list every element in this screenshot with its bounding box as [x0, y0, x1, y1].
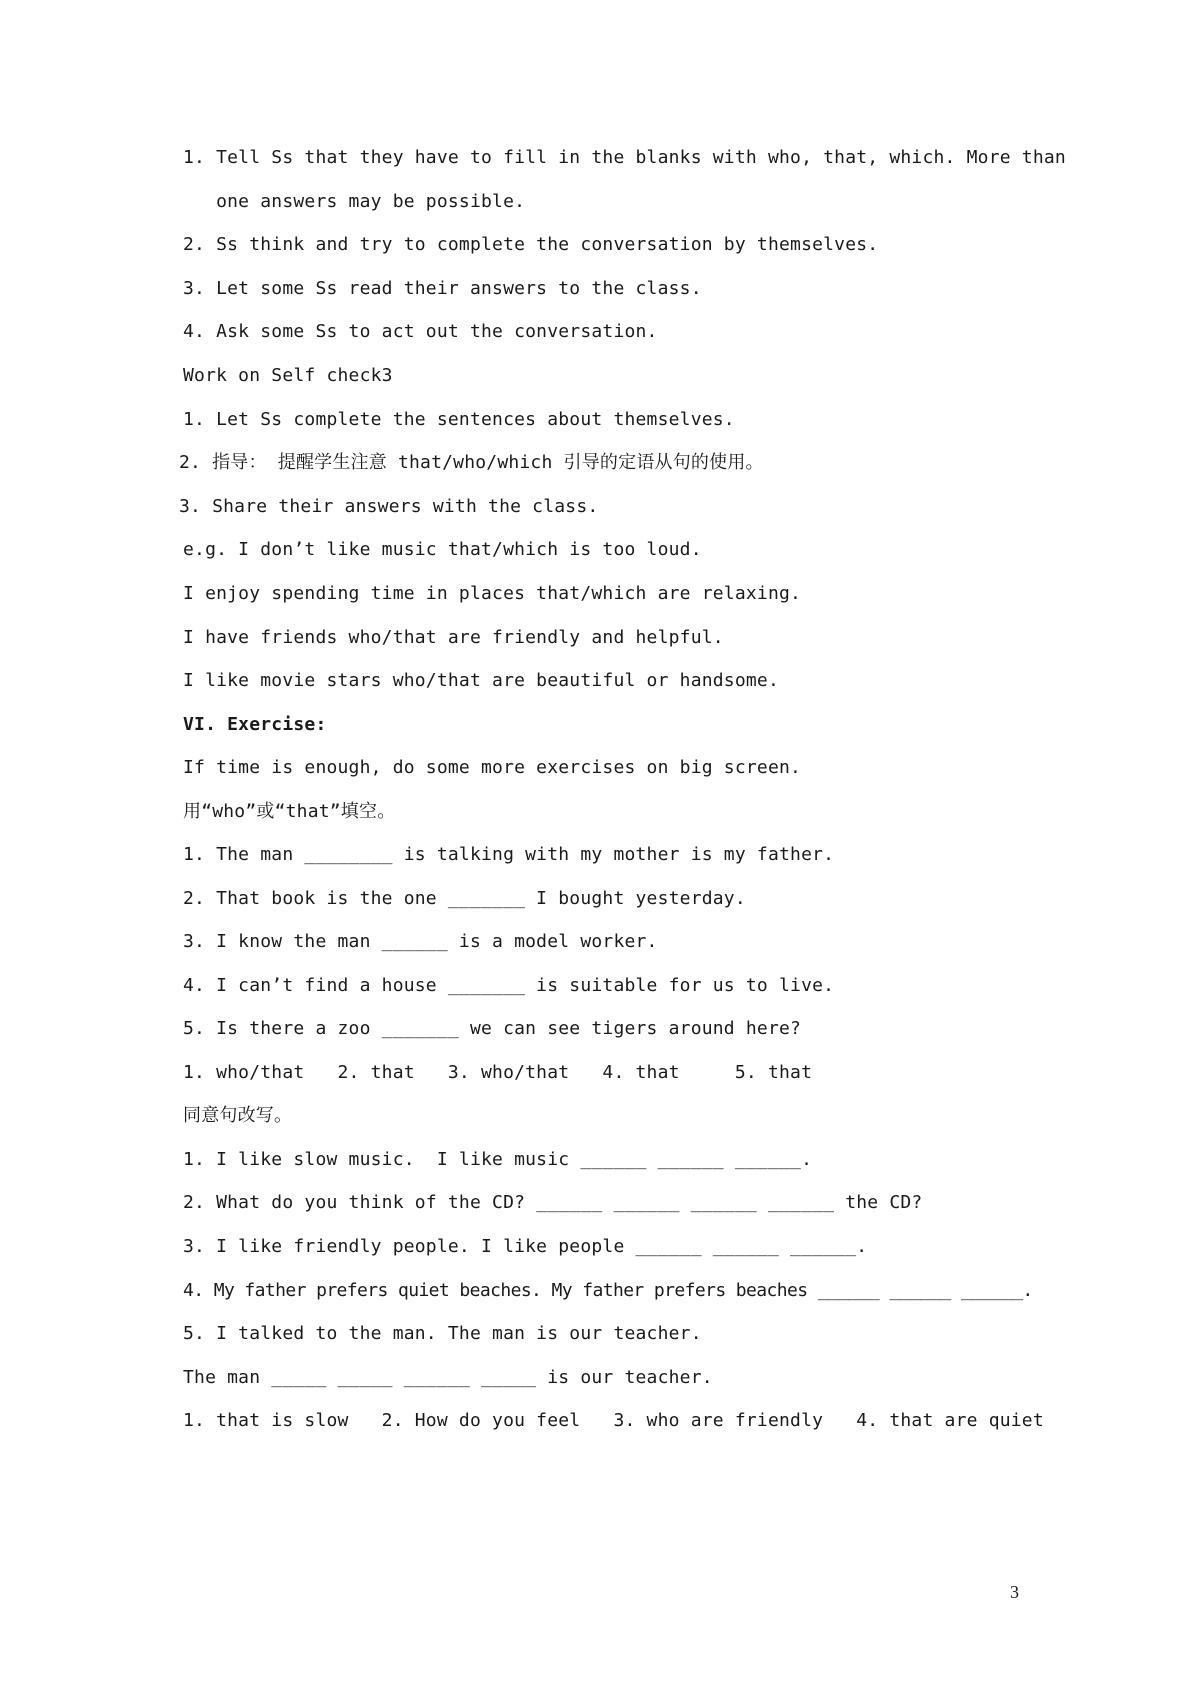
text-line: 2. 指导： 提醒学生注意 that/who/which 引导的定语从句的使用。 — [179, 452, 764, 473]
exercise-item: 1. I like slow music. I like music ______ ______ ______. — [183, 1149, 813, 1170]
exercise-item: 3. I know the man ______ is a model worker. — [183, 931, 658, 952]
exercise-item: 2. That book is the one _______ I bought yesterday. — [183, 888, 746, 909]
text-line: I have friends who/that are friendly and helpful. — [183, 627, 724, 648]
exercise-item: 5. Is there a zoo _______ we can see tigers around here? — [183, 1018, 802, 1039]
exercise-item: 5. I talked to the man. The man is our teacher. — [183, 1323, 702, 1344]
text-line: one answers may be possible. — [183, 191, 526, 212]
text-line: 同意句改写。 — [183, 1105, 293, 1126]
text-line: 3. Let some Ss read their answers to the class. — [183, 278, 702, 299]
text-line: 3. Share their answers with the class. — [179, 496, 599, 517]
text-line: 4. Ask some Ss to act out the conversation. — [183, 321, 658, 342]
text-line: 1. Tell Ss that they have to fill in the blanks with who, that, which. More than — [183, 147, 1066, 168]
section-heading: VI. Exercise: — [183, 714, 327, 735]
answer-key: 1. that is slow 2. How do you feel 3. who are friendly 4. that are quiet — [183, 1410, 1044, 1431]
exercise-item: 3. I like friendly people. I like people ______ ______ ______. — [183, 1236, 868, 1257]
answer-key: 1. who/that 2. that 3. who/that 4. that 5. that — [183, 1062, 813, 1083]
text-line: 1. Let Ss complete the sentences about themselves. — [183, 409, 735, 430]
exercise-item: 4. I can’t find a house _______ is suitable for us to live. — [183, 975, 835, 996]
exercise-item: 2. What do you think of the CD? ______ ______ ______ ______ the CD? — [183, 1192, 923, 1213]
text-line: 用“who”或“that”填空。 — [183, 801, 396, 822]
exercise-item: The man _____ _____ ______ _____ is our teacher. — [183, 1367, 713, 1388]
text-line: I enjoy spending time in places that/which are relaxing. — [183, 583, 802, 604]
text-line: If time is enough, do some more exercises on big screen. — [183, 757, 802, 778]
text-line: I like movie stars who/that are beautiful or handsome. — [183, 670, 779, 691]
exercise-item: 1. The man ________ is talking with my mother is my father. — [183, 844, 835, 865]
exercise-item: 4. My father prefers quiet beaches. My father prefers beaches ______ ______ ______. — [183, 1280, 1033, 1301]
section-heading: Work on Self check3 — [183, 365, 393, 386]
page-number: 3 — [1010, 1582, 1019, 1602]
text-line: 2. Ss think and try to complete the conversation by themselves. — [183, 234, 879, 255]
text-line: e.g. I don’t like music that/which is too loud. — [183, 539, 702, 560]
